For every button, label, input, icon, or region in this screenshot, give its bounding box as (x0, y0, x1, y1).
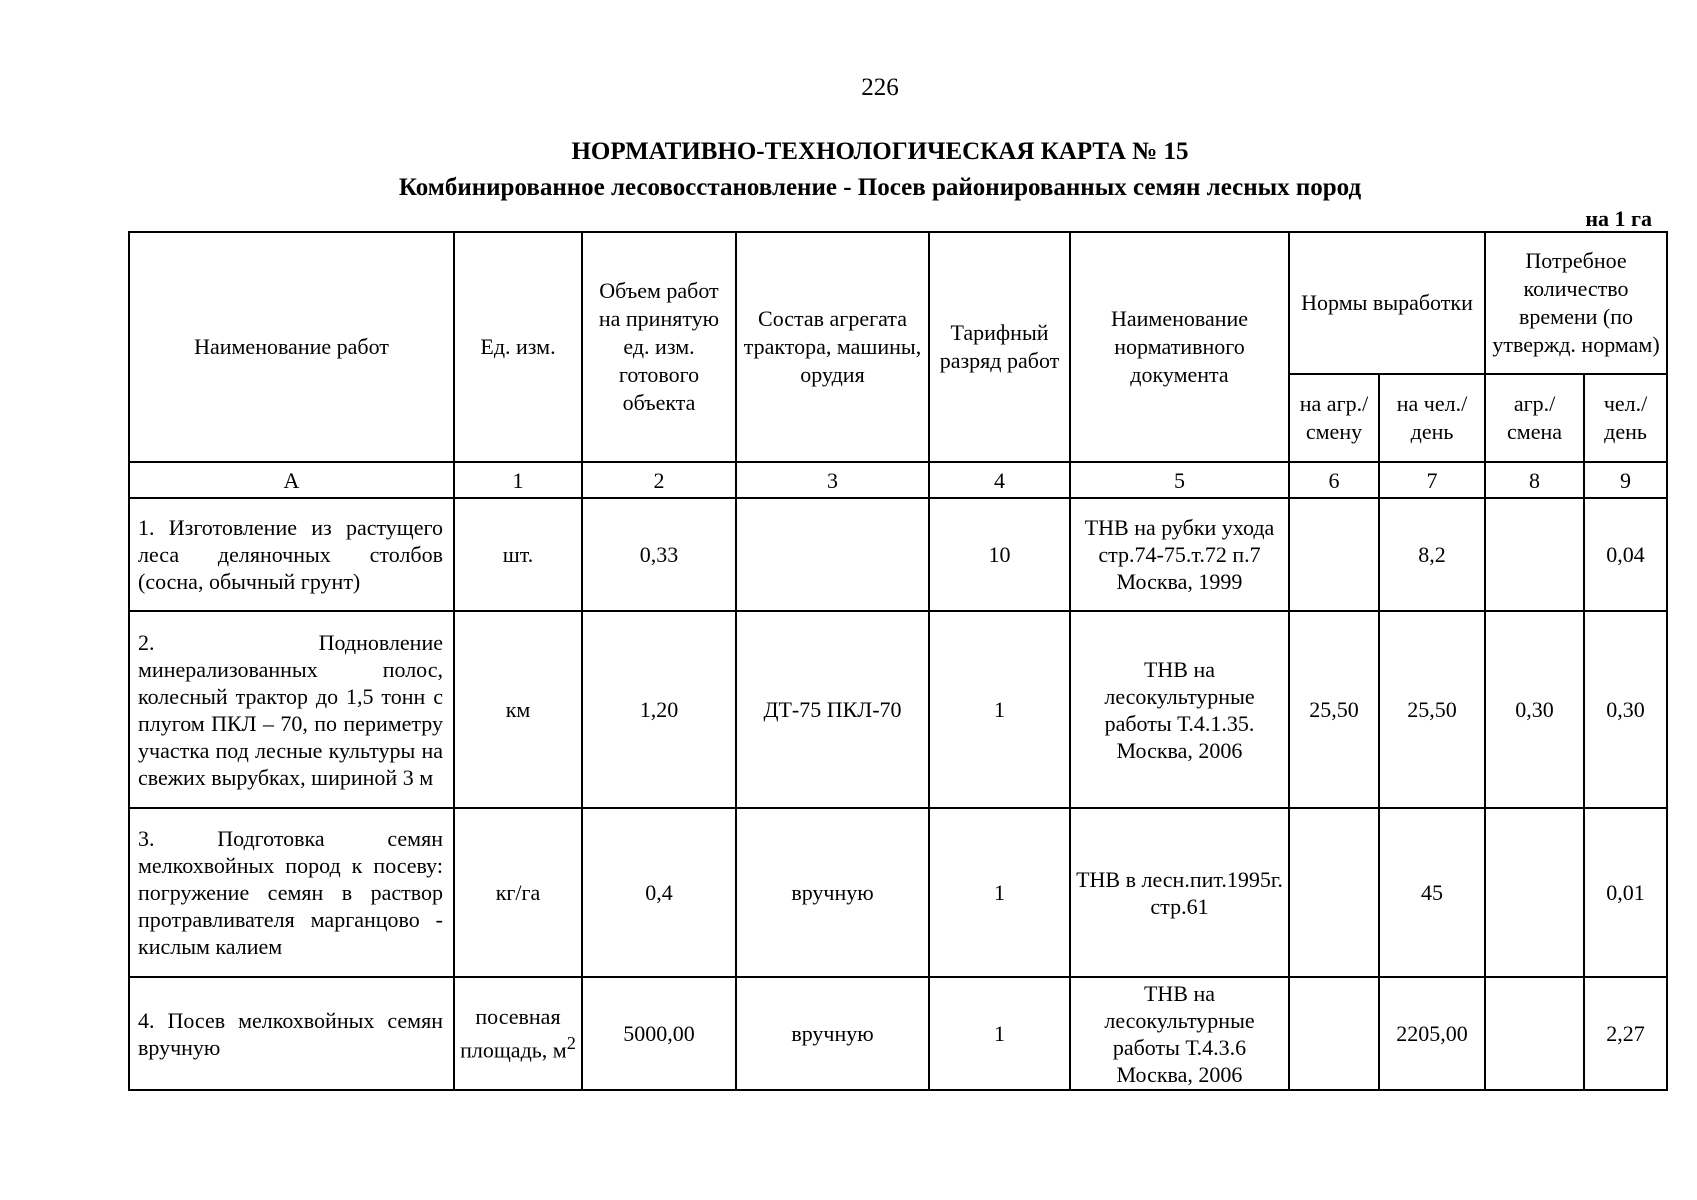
column-index-row (129, 462, 1667, 498)
norm-person-cell: 2205,00 (1379, 977, 1485, 1090)
tariff-cell: 1 (929, 977, 1070, 1090)
column-index-cell: 5 (1070, 462, 1289, 498)
tariff-cell: 1 (929, 611, 1070, 808)
header-work-name: Наименование работ (129, 232, 454, 462)
time-agg-cell (1485, 808, 1584, 977)
time-agg-cell (1485, 498, 1584, 611)
column-index-cell: 4 (929, 462, 1070, 498)
column-index-cell: 7 (1379, 462, 1485, 498)
unit-cell: кг/га (454, 808, 582, 977)
column-index-cell: А (129, 462, 454, 498)
unit-cell (454, 977, 582, 1090)
norm-person-cell: 8,2 (1379, 498, 1485, 611)
norm-agg-cell (1289, 498, 1379, 611)
table-row (129, 977, 1667, 1090)
header-tariff: Тарифный разряд работ (929, 232, 1070, 462)
table-row (129, 611, 1667, 808)
column-index-cell: 3 (736, 462, 929, 498)
column-index-cell: 6 (1289, 462, 1379, 498)
column-index-cell: 8 (1485, 462, 1584, 498)
aggregate-cell: вручную (736, 977, 929, 1090)
document-subtitle: Комбинированное лесовосстановление - Посев районированных семян лесных пород (398, 174, 1362, 201)
norm-agg-cell (1289, 808, 1379, 977)
header-document: Наименование нормативного документа (1070, 232, 1289, 462)
column-index-cell: 2 (582, 462, 736, 498)
norms-table (128, 231, 1668, 1091)
header-time-agg: агр./ смена (1485, 374, 1584, 462)
unit-cell: км (454, 611, 582, 808)
norm-agg-cell (1289, 977, 1379, 1090)
time-person-cell: 0,30 (1584, 611, 1667, 808)
header-time-needed: Потребное количество времени (по утвержд. нормам) (1485, 232, 1667, 374)
page-number: 226 (861, 74, 899, 101)
volume-cell: 0,4 (582, 808, 736, 977)
norm-agg-cell: 25,50 (1289, 611, 1379, 808)
table-row (129, 808, 1667, 977)
header-norm-per-person: на чел./ день (1379, 374, 1485, 462)
header-norms: Нормы выработки (1289, 232, 1485, 374)
volume-cell: 5000,00 (582, 977, 736, 1090)
unit-note: на 1 га (1585, 206, 1652, 231)
volume-cell: 1,20 (582, 611, 736, 808)
document-title: НОРМАТИВНО-ТЕХНОЛОГИЧЕСКАЯ КАРТА № 15 (571, 138, 1189, 165)
work-name-cell: 2. Подновление минерализованных полос, колесный трактор до 1,5 тонн с плугом ПКЛ – 70, по периметру участка под лесные культуры на свежих вырубках, шириной 3 м (129, 611, 454, 808)
tariff-cell: 1 (929, 808, 1070, 977)
unit-text: посевная площадь, м (460, 1004, 567, 1063)
tariff-cell: 10 (929, 498, 1070, 611)
time-person-cell: 0,04 (1584, 498, 1667, 611)
time-agg-cell (1485, 977, 1584, 1090)
work-name-cell: 4. Посев мелкохвойных семян вручную (129, 977, 454, 1090)
work-name-cell: 3. Подготовка семян мелкохвойных пород к посеву: погружение семян в раствор протравливателя марганцово - кислым калием (129, 808, 454, 977)
header-volume: Объем работ на принятую ед. изм. готового объекта (582, 232, 736, 462)
time-person-cell: 0,01 (1584, 808, 1667, 977)
column-index-cell: 1 (454, 462, 582, 498)
norm-person-cell: 45 (1379, 808, 1485, 977)
document-cell: ТНВ в лесн.пит.1995г. стр.61 (1070, 808, 1289, 977)
column-index-cell: 9 (1584, 462, 1667, 498)
header-row-top (129, 232, 1667, 374)
volume-cell: 0,33 (582, 498, 736, 611)
time-agg-cell: 0,30 (1485, 611, 1584, 808)
document-cell: ТНВ на лесокультурные работы Т.4.1.35. Москва, 2006 (1070, 611, 1289, 808)
document-cell: ТНВ на лесокультурные работы Т.4.3.6 Москва, 2006 (1070, 977, 1289, 1090)
aggregate-cell (736, 498, 929, 611)
norm-person-cell: 25,50 (1379, 611, 1485, 808)
header-norm-per-agg: на агр./ смену (1289, 374, 1379, 462)
table-row (129, 498, 1667, 611)
header-unit: Ед. изм. (454, 232, 582, 462)
work-name-cell: 1. Изготовление из растущего леса деляночных столбов (сосна, обычный грунт) (129, 498, 454, 611)
header-time-person: чел./ день (1584, 374, 1667, 462)
time-person-cell: 2,27 (1584, 977, 1667, 1090)
unit-cell: шт. (454, 498, 582, 611)
aggregate-cell: вручную (736, 808, 929, 977)
document-cell: ТНВ на рубки ухода стр.74-75.т.72 п.7 Москва, 1999 (1070, 498, 1289, 611)
unit-superscript: 2 (566, 1033, 576, 1054)
header-aggregate: Состав агрегата трактора, машины, орудия (736, 232, 929, 462)
aggregate-cell: ДТ-75 ПКЛ-70 (736, 611, 929, 808)
